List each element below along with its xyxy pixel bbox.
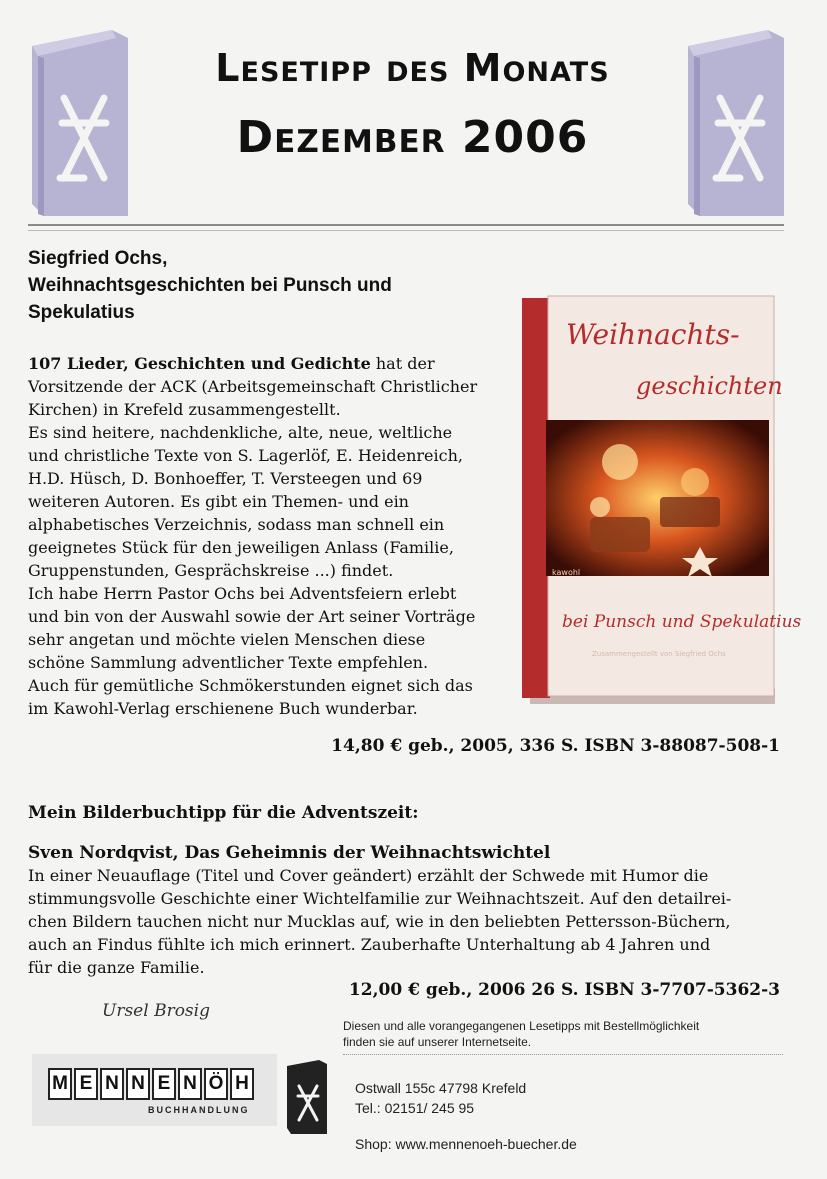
footer-address: Ostwall 155c 47798 Krefeld bbox=[355, 1080, 527, 1096]
cover-subtitle: bei Punsch und Spekulatius bbox=[562, 612, 802, 632]
book1-line: Es sind heitere, nachdenkliche, alte, neue, weltliche bbox=[28, 423, 453, 442]
book1-line: im Kawohl-Verlag erschienene Buch wunderbar. bbox=[28, 699, 418, 718]
book2-line: stimmungsvolle Geschichte einer Wichtelfamilie zur Weihnachtszeit. Auf den detailrei- bbox=[28, 889, 732, 908]
book1-author: Siegfried Ochs, bbox=[28, 248, 168, 269]
book1-line: Gruppenstunden, Gesprächskreise ...) findet. bbox=[28, 561, 394, 580]
book2-title: Sven Nordqvist, Das Geheimnis der Weihnachtswichtel bbox=[28, 843, 551, 863]
book1-line: Vorsitzende der ACK (Arbeitsgemeinschaft Christlicher bbox=[28, 377, 478, 396]
book1-title-line2: Spekulatius bbox=[28, 302, 135, 323]
book1-line: geeignetes Stück für den jeweiligen Anlass (Familie, bbox=[28, 538, 454, 557]
header-divider bbox=[28, 224, 784, 226]
book1-line: Auch für gemütliche Schmökerstunden eignet sich das bbox=[28, 676, 473, 695]
book1-heading bbox=[28, 245, 498, 326]
footer-phone: Tel.: 02151/ 245 95 bbox=[355, 1100, 475, 1116]
logo-subtitle: BUCHHANDLUNG bbox=[148, 1105, 250, 1115]
cover-editor: Zusammengestellt von Siegfried Ochs bbox=[592, 650, 726, 658]
right-book-icon bbox=[680, 28, 790, 218]
cover-title-top: Weihnachts- bbox=[566, 318, 740, 351]
book1-line: und christliche Texte von S. Lagerlöf, E. Heidenreich, bbox=[28, 446, 463, 465]
book2-line: In einer Neuauflage (Titel und Cover geändert) erzählt der Schwede mit Humor die bbox=[28, 866, 709, 885]
page-subtitle-date: Dezember 2006 bbox=[236, 112, 589, 163]
header-divider-thin bbox=[28, 230, 784, 231]
book1-description bbox=[28, 352, 518, 720]
page-title: Lesetipp des Monats bbox=[215, 46, 610, 90]
book2-line: auch an Findus fühlte ich mich erinnert. Zauberhafte Unterhaltung ab 4 Jahren und bbox=[28, 935, 711, 954]
book1-title-line1: Weihnachtsgeschichten bei Punsch und bbox=[28, 275, 392, 296]
book1-line: H.D. Hüsch, D. Bonhoeffer, T. Versteegen und 69 bbox=[28, 469, 423, 488]
book1-price: 14,80 € geb., 2005, 336 S. ISBN 3-88087-508-1 bbox=[331, 736, 780, 756]
book1-line: 107 Lieder, Geschichten und Gedichte hat der bbox=[28, 354, 435, 373]
book1-line: sehr angetan und möchte vielen Menschen diese bbox=[28, 630, 426, 649]
book2-price: 12,00 € geb., 2006 26 S. ISBN 3-7707-5362-3 bbox=[348, 980, 780, 1000]
book1-line: und bin von der Auswahl sowie der Art seiner Vorträge bbox=[28, 607, 476, 626]
cover-title-bottom: geschichten bbox=[636, 372, 783, 400]
book2-heading: Mein Bilderbuchtipp für die Adventszeit: bbox=[28, 803, 419, 823]
book2-line: chen Bildern tauchen nicht nur Mucklas auf, wie in den beliebten Pettersson-Büchern, bbox=[28, 912, 731, 931]
book1-cover-image bbox=[520, 292, 785, 708]
book1-line: alphabetisches Verzeichnis, sodass man schnell ein bbox=[28, 515, 445, 534]
footer-shop-link[interactable]: Shop: www.mennenoeh-buecher.de bbox=[355, 1136, 577, 1152]
logo-book-icon bbox=[283, 1058, 331, 1136]
book1-line: Kirchen) in Krefeld zusammengestellt. bbox=[28, 400, 341, 419]
book1-line: Ich habe Herrn Pastor Ochs bei Adventsfeiern erlebt bbox=[28, 584, 457, 603]
book1-line: schöne Sammlung adventlicher Texte empfehlen. bbox=[28, 653, 429, 672]
signature: Ursel Brosig bbox=[102, 1001, 210, 1021]
footer-divider bbox=[343, 1054, 783, 1055]
book2-line: für die ganze Familie. bbox=[28, 958, 205, 977]
footer-note: Diesen und alle vorangegangenen Lesetipps mit Bestellmöglichkeit finden sie auf unserer Internetseite. bbox=[343, 1019, 700, 1049]
left-book-icon bbox=[24, 28, 134, 218]
cover-publisher: kawohl bbox=[552, 568, 581, 577]
book1-line: weiteren Autoren. Es gibt ein Themen- und ein bbox=[28, 492, 409, 511]
logo-letters: M E N N E N Ö H bbox=[48, 1068, 256, 1100]
book2-description bbox=[28, 864, 798, 979]
book1-lead: 107 Lieder, Geschichten und Gedichte bbox=[28, 354, 371, 373]
